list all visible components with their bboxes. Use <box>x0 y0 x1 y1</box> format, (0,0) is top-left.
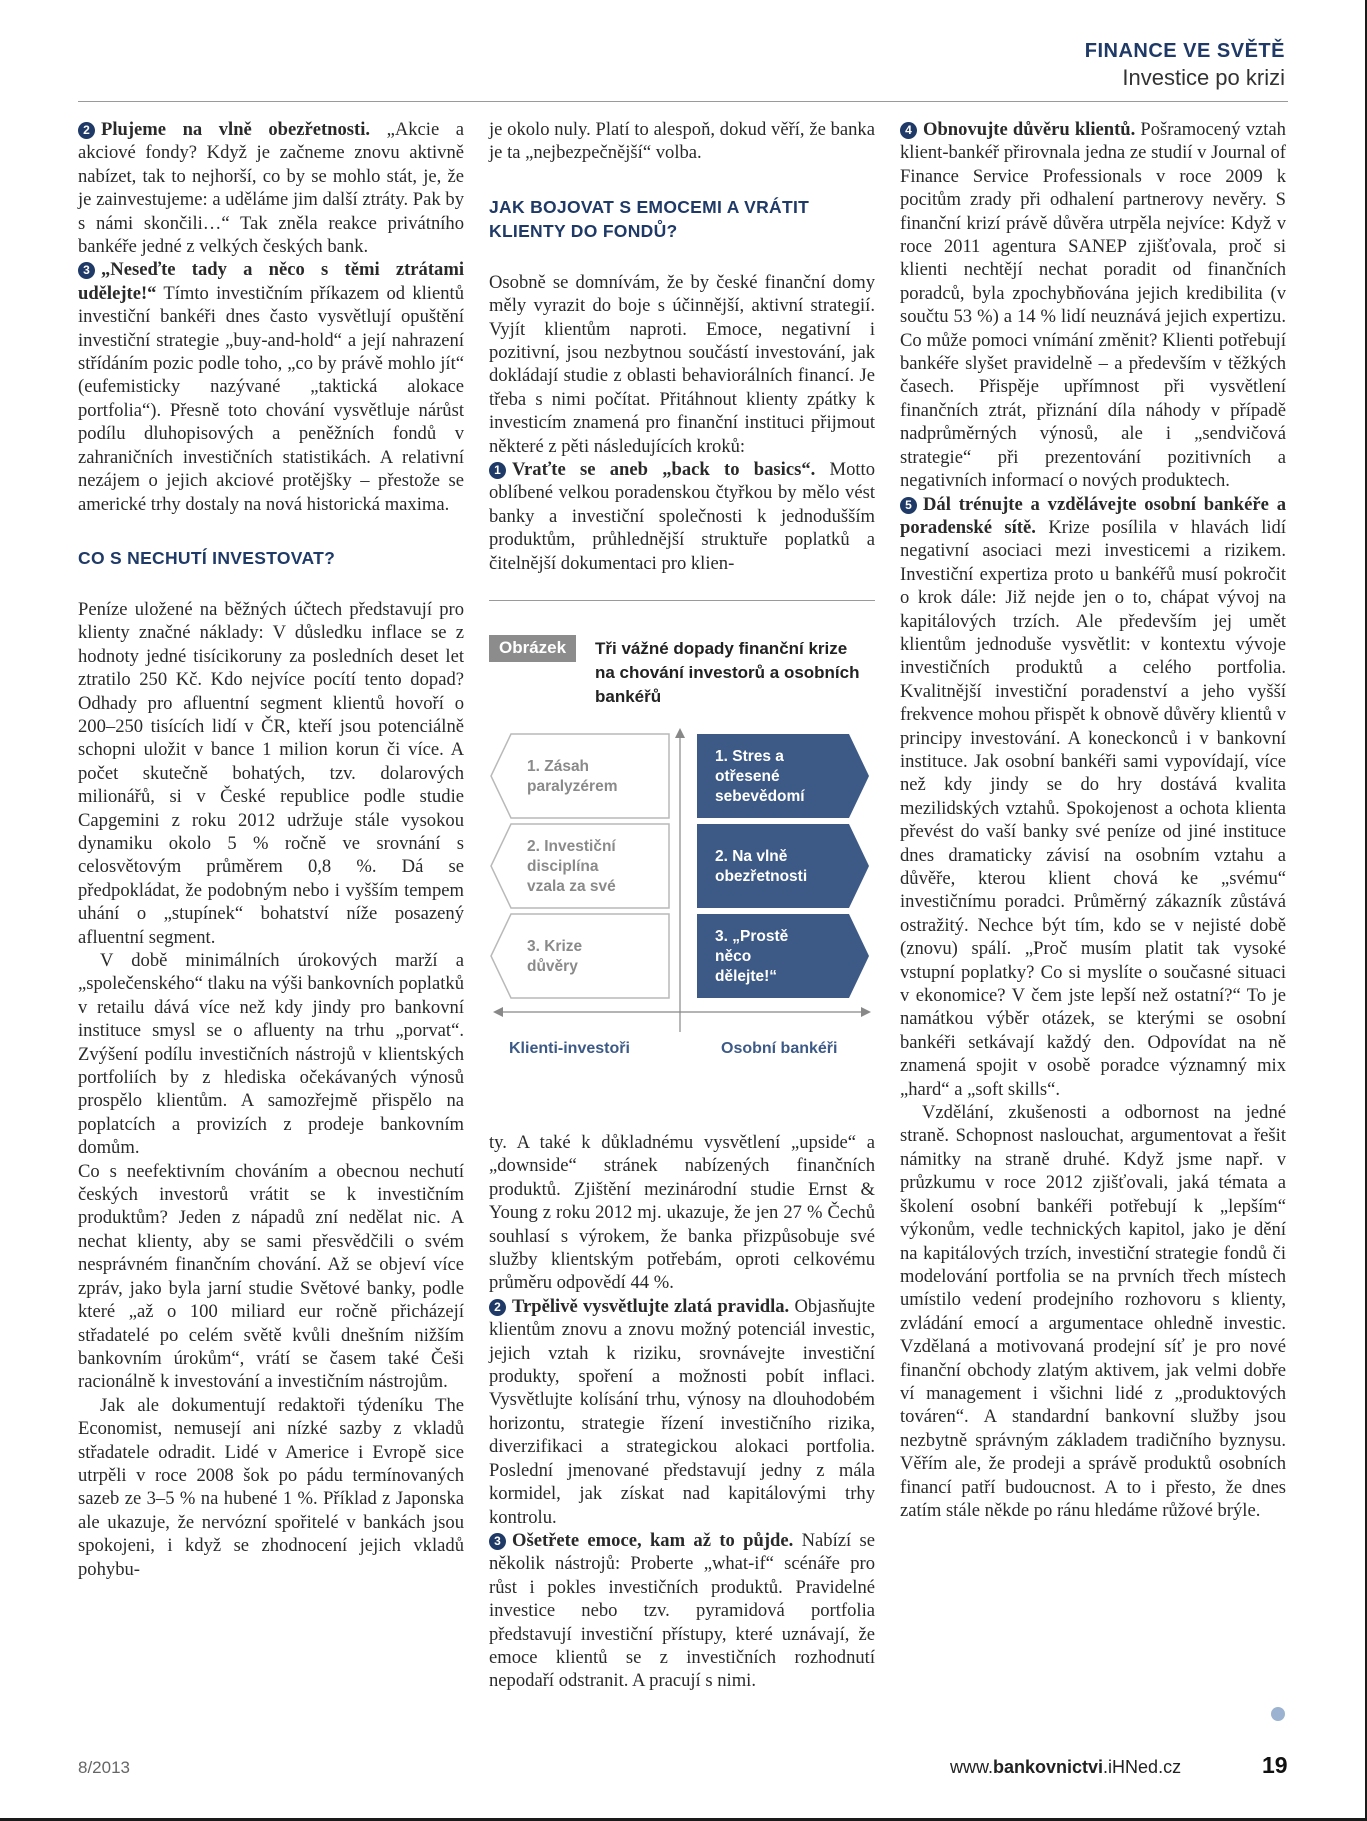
url-prefix: www. <box>950 1757 994 1777</box>
step-number-badge: 2 <box>78 122 95 139</box>
step-number-badge: 1 <box>489 462 506 479</box>
bold-lead: Obnovujte důvěru klientů. <box>923 119 1136 140</box>
figure-top-rule <box>489 600 875 601</box>
step-number-badge: 3 <box>489 1533 506 1550</box>
article-column-2-bottom <box>489 1131 875 1693</box>
paragraph: Osobně se domnívám, že by české finanční domy měly vyrazit do boje s účinnější, aktivní strategií. Vyjít klientům naproti. Emoce, negativní i pozitivní, jsou nezbytnou součástí investování, jak dokládají studie z oblasti behaviorálních financí. Je třeba s nimi počítat. Přitáhnout klienty zpátky k investicím znamená pro finanční instituci přijmout některé z pěti následujících kroků: <box>489 271 875 457</box>
step-number-badge: 5 <box>900 497 917 514</box>
figure-diagram <box>489 720 875 1090</box>
impact-box-investors <box>491 734 669 818</box>
paragraph: Peníze uložené na běžných účtech představují pro klienty značné náklady: V důsledku inflace se z hodnoty jedné tisícikoruny za posledních deset let ztratilo 250 Kč. Kdo nejvíce pocítí tento dopad? Odhady pro afluentní segment klientů hovoří o 200–250 tisících lidí v ČR, kteří jsou potenciálně schopni uložit v bance 1 milion korun či více. A počet skutečně bohatých, tzv. dolarových milionářů, si v České republice podle studie Capgemini z roku 2012 udržuje stále vysokou dynamiku okolo 5 % ročně ve srovnání s celosvětovým průměrem 0,8 %. Dá se předpokládat, že podobným nebo i vyšším tempem uhání o „stupínek“ bohatství níže posazený afluentní segment. <box>78 598 464 948</box>
website-link[interactable] <box>950 1757 1181 1778</box>
paragraph <box>489 1295 875 1529</box>
impact-box-bankers <box>697 824 869 908</box>
figure-title: Tři vážné dopady finanční krize na chování investorů a osobních bankéřů <box>595 639 860 706</box>
section-title: FINANCE VE SVĚTĚ <box>1084 40 1285 62</box>
page-header <box>725 40 1285 91</box>
impact-label-investors: 1. Zásah paralyzérem <box>527 758 618 795</box>
paragraph <box>489 1529 875 1693</box>
end-of-article-dot <box>1271 1707 1285 1721</box>
paragraph <box>900 118 1286 493</box>
article-column-3 <box>900 118 1286 1522</box>
impact-label-bankers: 1. Stres a otřesené sebevědomí <box>715 748 805 805</box>
step-number-badge: 4 <box>900 122 917 139</box>
issue-number: 8/2013 <box>78 1758 130 1777</box>
paragraph <box>78 258 464 515</box>
impact-box-investors <box>491 914 669 998</box>
horizontal-axis-arrow-right <box>861 1007 871 1017</box>
paragraph: V době minimálních úrokových marží a „společenského“ tlaku na výši bankovních poplatků v retailu dává více než kdy jindy pro bankovní instituce smysl se o afluenty na trhu „porvat“. Zvýšení podílu investičních nástrojů v klientských portfoliích by z hlediska očekávaných výnosů prospělo klientům. A samozřejmě přispělo na poplatcích a provizích z prodeje bankovním domům. <box>78 950 464 1159</box>
paragraph <box>489 458 875 575</box>
figure-crisis-impacts <box>489 600 875 1095</box>
paragraph-text: Krize posílila v hlavách lidí negativní asociaci mezi investicemi a rizikem. Investiční expertiza proto u bankéřů musí pokročit o krok dále: Již nejde jen o to, chápat vývoj na kapitálových trzích. Ale především jej umět klientům jednoduše vysvětlit: v kontextu vývoje investičních produktů a celého portfolia. Kvalitnější investiční poradenství a jeho vyšší frekvence mohou přispět k obnově důvěry klientů v principy investování. A koneckonců i v bankovní instituce. Jak osobní bankéři sami vypovídají, více než kdy jindy se do hry dostává kvalita mezilidských vztahů. Spokojenost a ochota klienta převést do vaší banky své peníze od jiné instituce dnes dramaticky závisí na osobním vztahu a důvěře, kterou klient chová ke „svému“ investičnímu poradci. Průměrný zákazník zůstává ostražitý. Nechce být tím, kdo se v nejisté době (znovu) spálí. „Proč musím platit tak vysoké vstupní poplatky? Co si myslíte o současné situaci v ekonomice? V čem jste lepší než ostatní?“ To je namátkou výběr otázek, se kterými se osobní bankéři setkávají každý den. Odpovídat na ně znamená spojit v osobě poradce významný mix „hard“ a „soft skills“. <box>900 516 1286 1100</box>
article-column-1 <box>78 118 464 1581</box>
paragraph-text: Nabízí se několik nástrojů: Proberte „what-if“ scénáře pro růst i pokles investičních produktů. Pravidelné investice nebo tzv. pyramidová portfolia představují investiční přístupy, které uznávají, že emoce klientů se z investičních rozhodnutí nepodaří odstranit. A pracují s nimi. <box>489 1529 875 1692</box>
step-number-badge: 3 <box>78 262 95 279</box>
bold-lead: Trpělivě vysvětlujte zlatá pravidla. <box>512 1295 790 1317</box>
bold-lead: Vraťte se aneb „back to basics“. <box>512 459 816 481</box>
paragraph: ty. A také k důkladnému vysvětlení „upside“ a „downside“ stránek nabízených finančních produktů. Zjištění mezinárodní studie Ernst & Young z roku 2012 mj. ukazuje, že jen 27 % Čechů souhlasí s výrokem, že banka přizpůsobuje své služby klientským potřebám, oproti celkovému průměru odpovědí 44 %. <box>489 1132 875 1294</box>
impact-label-bankers: 2. Na vlně obezřetnosti <box>715 848 808 885</box>
axis-label-bankers: Osobní bankéři <box>721 1040 838 1057</box>
paragraph <box>900 493 1286 1102</box>
paragraph-text: Pošramocený vztah klient-bankéř přirovnala jedna ze studií v Journal of Finance Service Professionals v roce 2009 k pocitům zrady při odhalení partnerovy nevěry. S finanční krizí právě důvěra utrpěla nejvíce: Když v roce 2011 agentura SANEP zjišťovala, proč si klienti nechtějí nechat poradit od finančních poradců, byla zpochybňována jejich kredibilita (v součtu 53 %) a 14 % lidí neuznává jejich expertizu. Co může pomoci vnímání změnit? Klienti potřebují bankéře slyšet pravidelně – a především v těžkých časech. Přispěje upřímnost při vysvětlení finančních ztrát, přiznání díla náhody v případě nadprůměrných výnosů, ale i „sendvičová strategie“ při prezentování pozitivních a negativních informací o nových produktech. <box>900 119 1286 492</box>
subheading: JAK BOJOVAT S EMOCEMI A VRÁTIT KLIENTY DO FONDŮ? <box>489 196 810 241</box>
bold-lead: Plujeme na vlně obezřetnosti. <box>101 119 371 140</box>
paragraph: Vzdělání, zkušenosti a odbornost na jedné straně. Schopnost naslouchat, argumentovat a řešit námitky na straně druhé. Když jsme např. v průzkumu v roce 2012 zjišťovali, jaká témata a školení osobní bankéři potřebují k „lepším“ výkonům, vedle technických kapitol, jako je dění na kapitálových trzích, investiční strategie fondů či modelování portfolia se na prvních třech místech umístilo vedení prodejního rozhovoru s klienty, zvládání emocí a argumentace ohledně investic. Vzdělaná a motivovaná prodejní síť je pro nové finanční obchody zlatým aktivem, jak velmi dobře ví management i všichni lidé z „produktových továren“. A standardní bankovní služby jsou nezbytně správným základem tradičního byznysu. Věřím ale, že prodeji a správě produktů osobních financí patří budoucnost. A to i přesto, že dnes zatím stále někde po ránu hledáme růžové brýle. <box>900 1102 1286 1521</box>
vertical-axis-arrow <box>675 728 685 738</box>
bold-lead: Ošetřete emoce, kam až to půjde. <box>512 1529 794 1551</box>
subheading: CO S NECHUTÍ INVESTOVAT? <box>78 547 336 568</box>
url-bold: bankovnictvi <box>993 1757 1104 1777</box>
bold-lead: „Neseďte tady a něco s těmi ztrátami udělejte!“ <box>78 259 464 304</box>
bold-lead: Dál trénujte a vzdělávejte osobní bankéře a poradenské sítě. <box>900 493 1286 538</box>
url-suffix: .iHNed.cz <box>1103 1757 1182 1777</box>
axis-label-investors: Klienti-investoři <box>509 1040 630 1057</box>
paragraph-text: Objasňujte klientům znovu a znovu možný potenciál investic, jejich vztah k riziku, srovnávejte investiční produkty, spoření a možnosti pobít inflaci. Vysvětlujte kolísání trhu, výnosy na dlouhodobém horizontu, strategie řízení investičního rizika, diverzifikaci a strategickou alokaci portfolia. Poslední jmenované představují jedny z mála kormidel, jak získat nad kapitálovými trhy kontrolu. <box>489 1295 875 1528</box>
paragraph: Jak ale dokumentují redaktoři týdeníku The Economist, nemusejí ani nízké sazby z vkladů střadatele odradit. Lidé v Americe i Evropě sice utrpěli v roce 2008 šok po pádu termínovaných sazeb ze 3–5 % na hubené 1 %. Příklad z Japonska ale ukazuje, že nervózní spořitelé v bankách jsou spokojeni, i když se zhodnocení jejich vkladů pohybu- <box>78 1394 464 1580</box>
paragraph-text: Motto oblíbené velkou poradenskou čtyřkou by mělo vést banky a investiční společnosti k jednodušším produktům, průhlednější struktuře poplatků a čitelnější dokumentaci pro klien- <box>489 459 876 574</box>
page-number: 19 <box>1262 1752 1288 1778</box>
paragraph: Co s neefektivním chováním a obecnou nechutí českých investorů vrátit se k investičním produktům? Jeden z nápadů zní nedělat nic. A nechat klienty, aby se sami přesvědčili o svém nesprávném finančním chování. Až se objeví více zpráv, jako byla jarní studie Světové banky, podle které „až o 100 miliard eur ročně přicházejí střadatelé po celém světě kvůli dnešním nižším bankovním úrokům“, vrátí se časem také Češi racionálně k investování a investičním nástrojům. <box>78 1160 464 1393</box>
impact-label-bankers: 3. „Prostě něco dělejte!“ <box>715 928 789 985</box>
step-number-badge: 2 <box>489 1299 506 1316</box>
paragraph: je okolo nuly. Platí to alespoň, dokud věří, že banka je ta „nejbezpečnější“ volba. <box>489 119 875 164</box>
article-column-2-top <box>489 118 875 575</box>
header-rule <box>78 101 1288 102</box>
horizontal-axis-arrow-left <box>493 1007 503 1017</box>
paragraph <box>78 118 464 258</box>
impact-label-investors: 2. Investiční disciplína vzala za své <box>527 838 616 895</box>
paragraph-text: „Akcie a akciové fondy? Když je začneme znovu aktivně nabízet, tak to nejhorší, co by se mohlo stát, je, že je zainvestujeme: a uděláme jim další ztráty. Pak by s námi skončili…“ Tak zněla reakce privátního bankéře jedné z velkých českých bank. <box>78 119 464 258</box>
figure-tag: Obrázek <box>489 635 576 662</box>
section-subtitle: Investice po krizi <box>1122 65 1285 90</box>
paragraph-text: Tímto investičním příkazem od klientů investiční bankéři dnes často vysvětlují opuštění investiční strategie „buy-and-hold“ a její nahrazení střídáním pozic podle toho, „co by právě mohlo jít“ (eufemisticky nazývané „taktická alokace portfolia“). Přesně toto chování vysvětluje nárůst podílu dluhopisových a peněžních fondů v zahraničních investičních statistikách. A relativní nezájem o jejich akciové protějšky – přestože se americké trhy dostaly na nová historická maxima. <box>78 282 464 515</box>
impact-label-investors: 3. Krize důvěry <box>527 938 583 975</box>
